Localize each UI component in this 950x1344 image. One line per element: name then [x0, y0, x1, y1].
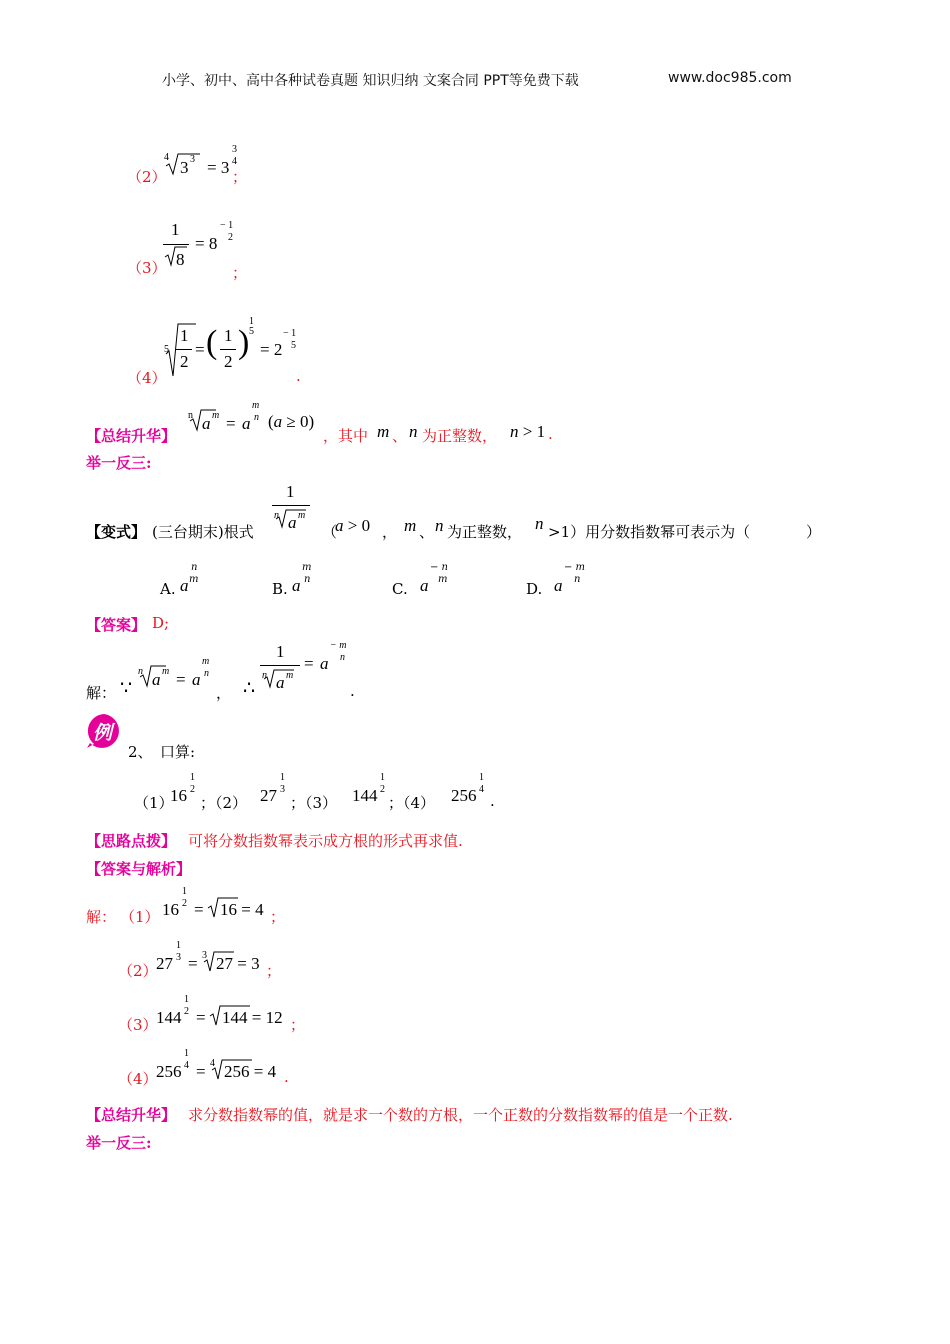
formula-solution-1a: n a m = a m n: [138, 656, 210, 689]
ex2-item-1-label: （1）: [134, 794, 174, 812]
var-n: n: [409, 422, 418, 441]
sol2-formula-3: 144 1 2 = 144 = 12: [156, 994, 283, 1027]
option-a-label: A.: [160, 580, 176, 598]
option-d-label: D.: [526, 580, 543, 598]
solution-2-l2: （2）: [118, 962, 158, 980]
summary-1-tag: 【总结升华】: [86, 427, 177, 445]
variant-var-m: m: [404, 516, 417, 535]
variant-var-n2: n: [535, 514, 544, 533]
example-badge-text: 例: [93, 722, 113, 744]
ex2-formula-3: 144 1 2: [352, 772, 385, 805]
example-badge: [86, 713, 122, 749]
summary-1-end: .: [548, 425, 553, 443]
item-4-label: （4）: [127, 369, 167, 387]
formula-item-2: 4 3 3 = 3 3 4: [164, 144, 237, 177]
header-text: 小学、初中、高中各种试卷真题 知识归纳 文案合同 PPT等免费下载: [162, 73, 579, 89]
because-symbol: ∵: [120, 678, 133, 699]
ex2-item-3-label: ；（3）: [290, 794, 338, 812]
therefore-symbol: ∴: [243, 678, 256, 699]
a-gt-0: a > 0: [335, 516, 371, 535]
variant-close-paren: ）: [806, 523, 822, 541]
variant-cond-tail: >1）用分数指数幂可表示为（: [548, 523, 751, 541]
solution-2-l3: （3）: [118, 1016, 158, 1034]
sol2-formula-2: 27 1 3 = 3 27 = 3: [156, 940, 260, 973]
example-2-title: 口算:: [160, 743, 196, 761]
variant-cond-text: 为正整数，: [447, 523, 523, 541]
solution-2-end: .: [284, 1068, 289, 1086]
variant-cond-open: （: [322, 523, 338, 541]
ex2-formula-4: 256 1 4: [451, 772, 484, 805]
ex2-formula-2: 27 1 3: [260, 772, 285, 805]
item-2-label: （2）: [127, 168, 167, 186]
item-3-end: ；: [232, 264, 248, 282]
option-a[interactable]: A. a n m: [160, 562, 199, 598]
solution-1-comma: ，: [216, 684, 232, 702]
option-d[interactable]: D. a − m n: [526, 562, 586, 598]
formula-variant: 1 n a m: [272, 480, 312, 540]
ex2-formula-1: 16 1 2: [170, 772, 195, 805]
n-gt-1: n > 1: [510, 422, 546, 441]
option-b-label: B.: [272, 580, 288, 598]
variant-comma: ，: [382, 523, 398, 541]
option-c-label: C.: [392, 580, 408, 598]
sol2-formula-1: 16 1 2 = 16 = 4: [162, 886, 264, 919]
ex2-item-2-label: ；（2）: [200, 794, 248, 812]
solution-2-sep-3: ；: [290, 1016, 306, 1034]
practice-1-title: 举一反三:: [86, 454, 152, 472]
sol2-formula-4: 256 1 4 = 4 256 = 4: [156, 1048, 277, 1081]
summary-1-text-c: 为正整数，: [422, 427, 498, 445]
solution-2-label: 解：: [86, 908, 117, 926]
answer-1-tag: 【答案】: [86, 616, 147, 634]
summary-1-text-a: ，其中: [323, 427, 369, 445]
variant-var-n: n: [435, 516, 444, 535]
summary-2-tag: 【总结升华】: [86, 1106, 177, 1124]
item-3-label: （3）: [127, 259, 167, 277]
practice-2-title: 举一反三:: [86, 1134, 152, 1152]
solution-2-l4: （4）: [118, 1070, 158, 1088]
solution-2-sep-1: ；: [270, 908, 286, 926]
formula-item-4: 5 1 2 = ( 1 2 ) 1 5 = 2 − 1 5: [162, 316, 302, 382]
ex2-end: .: [490, 792, 495, 810]
option-b[interactable]: B. a m n: [272, 562, 312, 598]
solution-2-l1: （1）: [120, 908, 160, 926]
variant-tag: 【变式】: [86, 523, 147, 541]
option-c[interactable]: C. a − n m: [392, 562, 448, 598]
summary-2-text: 求分数指数幂的值，就是求一个数的方根，一个正数的分数指数幂的值是一个正数.: [188, 1106, 733, 1124]
item-2-end: ；: [232, 168, 248, 186]
formula-item-3: 1 8 = 8 − 1 2: [163, 220, 243, 276]
solution-2-sep-2: ；: [266, 962, 282, 980]
var-m: m: [377, 422, 390, 441]
formula-solution-1b: 1 n a m = a − m n: [262, 640, 347, 692]
header-website: www.doc985.com: [668, 70, 792, 86]
hint-tag: 【思路点拨】: [86, 832, 177, 850]
variant-source: (三台期末)根式: [152, 523, 254, 541]
example-2-number: 2、: [128, 743, 153, 761]
ex2-item-4-label: ；（4）: [388, 794, 436, 812]
summary-1-sep: 、: [392, 427, 408, 445]
solution-1-label: 解：: [86, 684, 117, 702]
answer-1-value: D;: [152, 614, 170, 632]
item-4-end: .: [296, 367, 301, 385]
hint-text: 可将分数指数幂表示成方根的形式再求值.: [188, 832, 463, 850]
formula-summary-1: n a m = a m n (a ≥ 0): [188, 400, 315, 433]
analysis-tag: 【答案与解析】: [86, 860, 192, 878]
variant-sep: 、: [419, 523, 435, 541]
solution-1-end: .: [350, 682, 355, 700]
